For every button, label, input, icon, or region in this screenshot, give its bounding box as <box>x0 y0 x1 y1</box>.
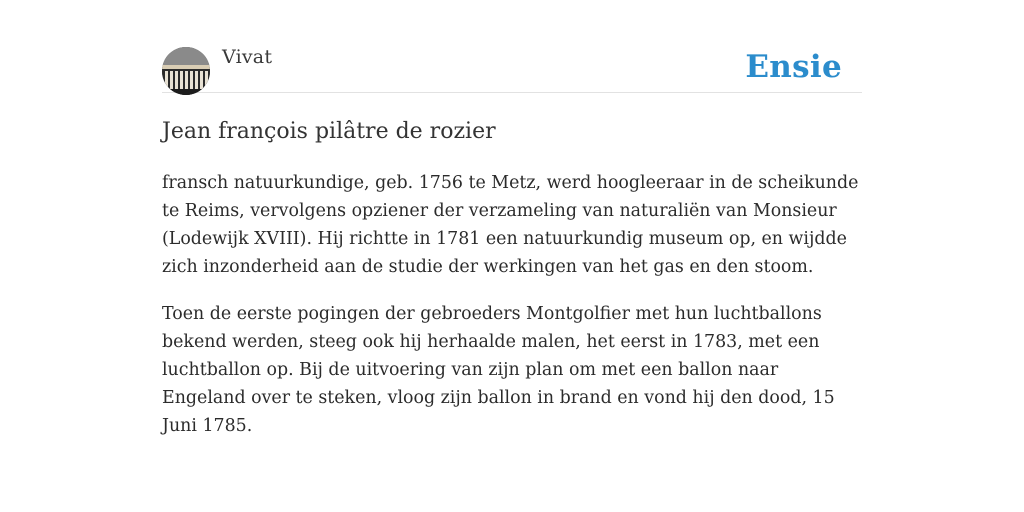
brand-logo[interactable]: Ensie <box>745 49 842 85</box>
article-card <box>162 40 862 459</box>
site-name[interactable]: Vivat <box>222 46 273 68</box>
header <box>162 40 862 93</box>
paragraph: Toen de eerste pogingen der gebroeders Montgolfier met hun luchtballons bekend werden, steeg ook hij herhaalde malen, het eerst in 1783, met een luchtballon op. Bij de uitvoering van zijn plan om met een ballon naar Engeland over te steken, vloog zijn ballon in brand en vond hij den dood, 15 Juni 1785. <box>162 304 835 436</box>
article-title: Jean françois pilâtre de rozier <box>162 119 496 144</box>
typewriter-keys-icon[interactable] <box>162 47 210 95</box>
paragraph: fransch natuurkundige, geb. 1756 te Metz, werd hoogleeraar in de scheikunde te Reims, vervolgens opziener der verzameling van naturaliën van Monsieur (Lodewijk XVIII). Hij richtte in 1781 een natuurkundig museum op, en wijdde zich inzonderheid aan de studie der werkingen van het gas en den stoom. <box>162 173 859 277</box>
article-body <box>162 169 862 440</box>
